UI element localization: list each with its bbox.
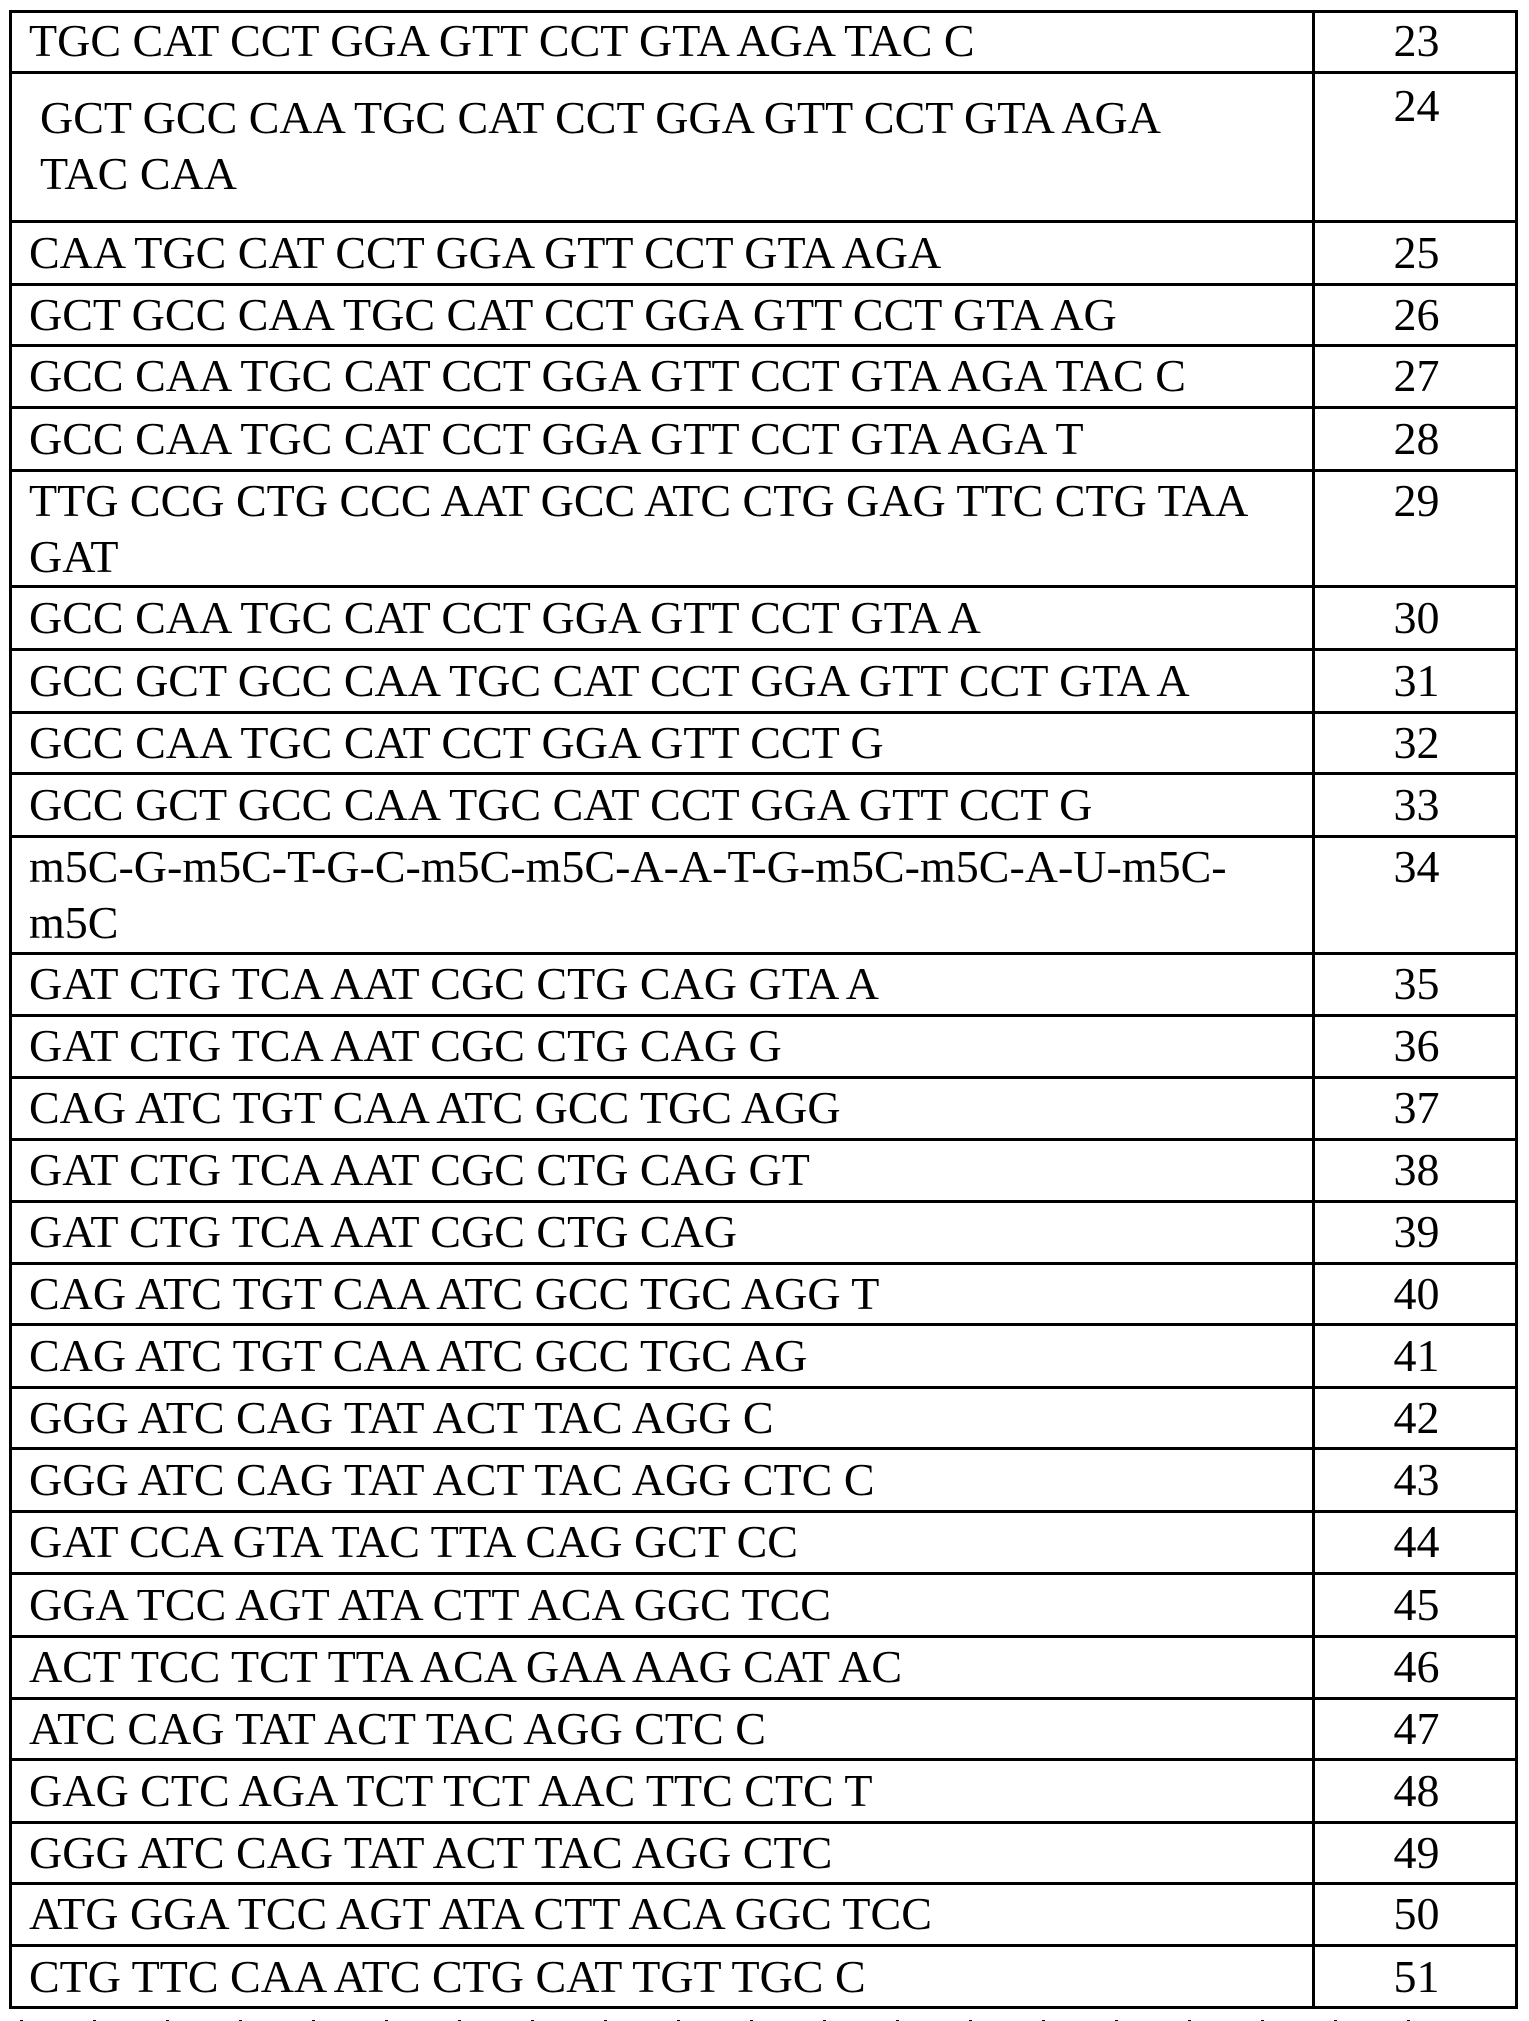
sequence-line: GCT GCC CAA TGC CAT CCT GGA GTT CCT GTA AGA xyxy=(40,92,1161,143)
table-row xyxy=(9,470,1518,586)
row-divider xyxy=(9,344,1518,347)
sequence-cell xyxy=(29,1577,1299,1633)
seq-id-cell: 38 xyxy=(1393,1144,1440,1195)
row-divider xyxy=(9,220,1518,223)
sequence-line: GAT CTG TCA AAT CGC CTG CAG GT xyxy=(29,1144,810,1195)
table-row xyxy=(9,1945,1518,2008)
table-row xyxy=(9,345,1518,407)
table-row xyxy=(9,1573,1518,1636)
sequence-line: GCC CAA TGC CAT CCT GGA GTT CCT GTA A xyxy=(29,592,981,643)
sequence-line: TTG CCG CTG CCC AAT GCC ATC CTG GAG TTC CTG TAA xyxy=(29,475,1249,526)
table-row xyxy=(9,1387,1518,1448)
seq-id-cell: 34 xyxy=(1393,841,1440,892)
sequence-cell xyxy=(29,777,1299,833)
sequence-cell xyxy=(29,839,1299,951)
sequence-cell xyxy=(29,1825,1299,1881)
table-row xyxy=(9,284,1518,345)
table-row xyxy=(9,649,1518,712)
row-divider xyxy=(9,1697,1518,1700)
row-divider xyxy=(9,1635,1518,1638)
seq-id-cell: 44 xyxy=(1393,1516,1440,1567)
row-divider xyxy=(9,1323,1518,1326)
sequence-line: GGA TCC AGT ATA CTT ACA GGC TCC xyxy=(29,1579,831,1630)
sequence-line: GGG ATC CAG TAT ACT TAC AGG C xyxy=(29,1392,774,1443)
sequence-line: GCC CAA TGC CAT CCT GGA GTT CCT GTA AGA TAC C xyxy=(29,350,1186,401)
seq-id-cell: 48 xyxy=(1393,1765,1440,1816)
seq-id-cell: 24 xyxy=(1393,80,1440,131)
row-divider xyxy=(9,1076,1518,1079)
table-row xyxy=(9,1883,1518,1945)
sequence-line: CTG TTC CAA ATC CTG CAT TGT TGC C xyxy=(29,1951,866,2002)
sequence-cell xyxy=(29,1142,1299,1198)
row-divider xyxy=(9,469,1518,472)
seq-id-cell: 27 xyxy=(1393,350,1440,401)
sequence-cell xyxy=(29,1949,1299,2005)
table-row xyxy=(9,836,1518,953)
seq-id-cell: 31 xyxy=(1393,655,1440,706)
table-row xyxy=(9,1511,1518,1573)
table-row xyxy=(9,1448,1518,1511)
sequence-cell xyxy=(29,1639,1299,1695)
row-divider xyxy=(9,1386,1518,1389)
table-row xyxy=(9,1201,1518,1263)
seq-id-cell: 35 xyxy=(1393,958,1440,1009)
sequence-line: GGG ATC CAG TAT ACT TAC AGG CTC xyxy=(29,1827,833,1878)
seq-id-cell: 43 xyxy=(1393,1454,1440,1505)
sequence-line: CAA TGC CAT CCT GGA GTT CCT GTA AGA xyxy=(29,227,942,278)
sequence-line: ATC CAG TAT ACT TAC AGG CTC C xyxy=(29,1703,766,1754)
row-divider xyxy=(9,1262,1518,1265)
sequence-cell xyxy=(29,1390,1299,1446)
table-row xyxy=(9,1077,1518,1139)
seq-id-cell: 40 xyxy=(1393,1268,1440,1319)
sequence-line: m5C-G-m5C-T-G-C-m5C-m5C-A-A-T-G-m5C-m5C-A-U-m5C- xyxy=(29,841,1227,892)
sequence-cell xyxy=(29,1204,1299,1260)
table-row xyxy=(9,1324,1518,1387)
seq-id-cell: 46 xyxy=(1393,1641,1440,1692)
seq-id-cell: 41 xyxy=(1393,1330,1440,1381)
row-divider xyxy=(9,1944,1518,1947)
row-divider xyxy=(9,1758,1518,1761)
cut-off-text-line xyxy=(20,2014,1510,2021)
seq-id-cell: 39 xyxy=(1393,1206,1440,1257)
seq-id-cell: 30 xyxy=(1393,592,1440,643)
sequence-line: GAG CTC AGA TCT TCT AAC TTC CTC T xyxy=(29,1765,873,1816)
row-divider xyxy=(9,1821,1518,1824)
sequence-line: GCT GCC CAA TGC CAT CCT GGA GTT CCT GTA AG xyxy=(29,289,1117,340)
sequence-cell xyxy=(29,1886,1299,1942)
row-divider xyxy=(9,711,1518,714)
row-divider xyxy=(9,1200,1518,1203)
row-divider xyxy=(9,1014,1518,1017)
sequence-line: GAT CCA GTA TAC TTA CAG GCT CC xyxy=(29,1516,798,1567)
seq-id-cell: 26 xyxy=(1393,289,1440,340)
sequence-cell xyxy=(29,1452,1299,1508)
seq-id-cell: 28 xyxy=(1393,413,1440,464)
sequence-line: GAT xyxy=(29,531,119,582)
row-divider xyxy=(9,585,1518,588)
sequence-line: GGG ATC CAG TAT ACT TAC AGG CTC C xyxy=(29,1454,875,1505)
table-row xyxy=(9,1698,1518,1759)
sequence-cell xyxy=(29,1080,1299,1136)
seq-id-cell: 42 xyxy=(1393,1392,1440,1443)
sequence-line: CAG ATC TGT CAA ATC GCC TGC AGG T xyxy=(29,1268,880,1319)
row-divider xyxy=(9,283,1518,286)
sequence-cell xyxy=(40,90,1310,202)
table-row xyxy=(9,407,1518,470)
seq-id-cell: 49 xyxy=(1393,1827,1440,1878)
row-divider xyxy=(9,1510,1518,1513)
sequence-cell xyxy=(29,1018,1299,1074)
sequence-cell xyxy=(29,13,1299,69)
table-row xyxy=(9,1636,1518,1698)
sequence-line: GCC GCT GCC CAA TGC CAT CCT GGA GTT CCT G xyxy=(29,779,1093,830)
table-row xyxy=(9,773,1518,836)
sequence-line: CAG ATC TGT CAA ATC GCC TGC AG xyxy=(29,1330,808,1381)
sequence-cell xyxy=(29,1514,1299,1570)
seq-id-cell: 51 xyxy=(1393,1951,1440,2002)
sequence-cell xyxy=(29,653,1299,709)
sequence-line: TGC CAT CCT GGA GTT CCT GTA AGA TAC C xyxy=(29,15,975,66)
row-divider xyxy=(9,406,1518,409)
sequence-line: GCC GCT GCC CAA TGC CAT CCT GGA GTT CCT GTA A xyxy=(29,655,1190,706)
sequence-line: GAT CTG TCA AAT CGC CTG CAG xyxy=(29,1206,738,1257)
sequence-line: m5C xyxy=(29,897,119,948)
row-divider xyxy=(9,1572,1518,1575)
seq-id-cell: 29 xyxy=(1393,475,1440,526)
row-divider xyxy=(9,1138,1518,1141)
table-row xyxy=(9,953,1518,1015)
seq-id-cell: 45 xyxy=(1393,1579,1440,1630)
seq-id-cell: 50 xyxy=(1393,1888,1440,1939)
seq-id-cell: 33 xyxy=(1393,779,1440,830)
seq-id-cell: 32 xyxy=(1393,717,1440,768)
sequence-line: GCC CAA TGC CAT CCT GGA GTT CCT GTA AGA T xyxy=(29,413,1084,464)
table-row xyxy=(9,1139,1518,1201)
row-divider xyxy=(9,772,1518,775)
sequence-cell xyxy=(29,1763,1299,1819)
sequence-line: ATG GGA TCC AGT ATA CTT ACA GGC TCC xyxy=(29,1888,932,1939)
row-divider xyxy=(9,952,1518,955)
seq-id-cell: 36 xyxy=(1393,1020,1440,1071)
row-divider xyxy=(9,71,1518,74)
table-row xyxy=(9,72,1518,221)
sequence-cell xyxy=(29,411,1299,467)
row-divider xyxy=(9,835,1518,838)
table-row xyxy=(9,586,1518,649)
table-row xyxy=(9,10,1518,72)
table-row xyxy=(9,712,1518,773)
sequence-cell xyxy=(29,590,1299,646)
sequence-cell xyxy=(29,1328,1299,1384)
sequence-line: GAT CTG TCA AAT CGC CTG CAG GTA A xyxy=(29,958,880,1009)
row-divider xyxy=(9,648,1518,651)
sequence-cell xyxy=(29,287,1299,343)
seq-id-cell: 23 xyxy=(1393,15,1440,66)
seq-id-cell: 47 xyxy=(1393,1703,1440,1754)
sequence-line: TAC CAA xyxy=(40,148,237,199)
table-row xyxy=(9,1015,1518,1077)
row-divider xyxy=(9,1882,1518,1885)
row-divider xyxy=(9,1447,1518,1450)
sequence-line: GCC CAA TGC CAT CCT GGA GTT CCT G xyxy=(29,717,884,768)
seq-id-cell: 25 xyxy=(1393,227,1440,278)
seq-id-cell: 37 xyxy=(1393,1082,1440,1133)
table-row xyxy=(9,1759,1518,1822)
sequence-cell xyxy=(29,956,1299,1012)
sequence-cell xyxy=(29,715,1299,771)
sequence-line: GAT CTG TCA AAT CGC CTG CAG G xyxy=(29,1020,782,1071)
sequence-cell xyxy=(29,225,1299,281)
sequence-cell xyxy=(29,348,1299,404)
sequence-line: ACT TCC TCT TTA ACA GAA AAG CAT AC xyxy=(29,1641,903,1692)
sequence-cell xyxy=(29,473,1299,585)
sequence-line: CAG ATC TGT CAA ATC GCC TGC AGG xyxy=(29,1082,841,1133)
table-row xyxy=(9,1822,1518,1883)
sequence-cell xyxy=(29,1701,1299,1757)
sequence-cell xyxy=(29,1266,1299,1322)
table-row xyxy=(9,221,1518,284)
table-row xyxy=(9,1263,1518,1324)
